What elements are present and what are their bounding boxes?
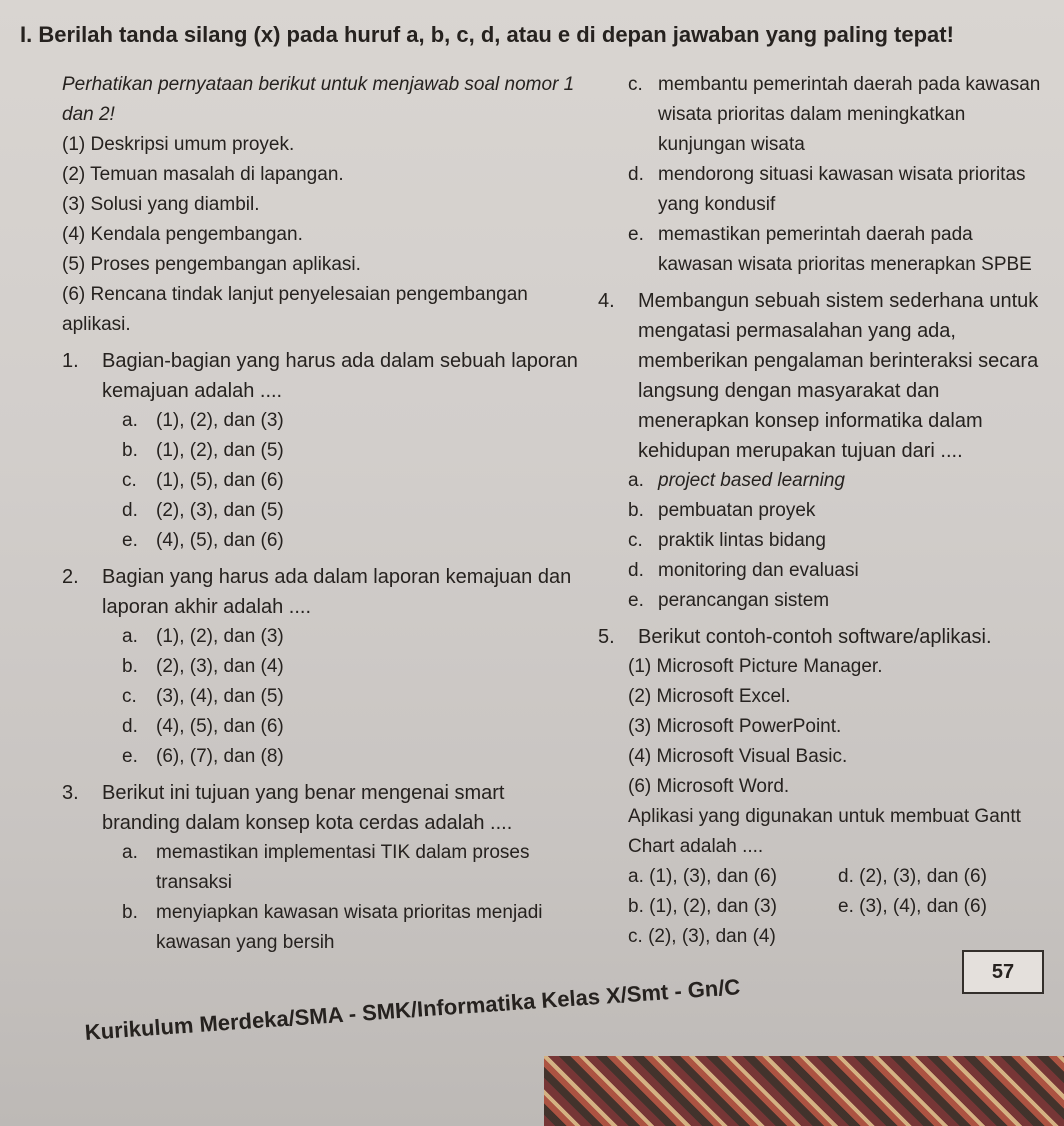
q3-option-a[interactable]: a. memastikan implementasi TIK dalam proses transaksi [122,842,530,893]
q3-option-d[interactable]: d. mendorong situasi kawasan wisata prioritas yang kondusif [628,164,1026,215]
q5-option-c[interactable]: c. (2), (3), dan (4) [628,926,776,947]
question-2-text: Bagian yang harus ada dalam laporan kemajuan dan laporan akhir adalah .... [102,566,572,618]
question-1-text: Bagian-bagian yang harus ada dalam sebuah laporan kemajuan adalah .... [102,350,578,402]
q1-option-a[interactable]: a. (1), (2), dan (3) [122,410,284,431]
section-instruction: I. Berilah tanda silang (x) pada huruf a, b, c, d, atau e di depan jawaban yang paling tepat! [20,22,954,47]
q4-option-b[interactable]: b. pembuatan proyek [628,500,816,521]
question-3 [62,778,582,838]
question-2-number: 2. [62,566,79,588]
q5-options-row-3 [598,922,1048,952]
question-5-number: 5. [598,626,615,648]
question-5-text: Berikut contoh-contoh software/aplikasi. [638,626,992,648]
statement-1: (1) Deskripsi umum proyek. [62,134,295,155]
q5-option-b[interactable]: b. (1), (2), dan (3) [628,896,777,917]
statement-6: (6) Rencana tindak lanjut penyelesaian pengembangan aplikasi. [62,284,528,335]
page-number: 57 [962,950,1044,994]
q2-option-b[interactable]: b. (2), (3), dan (4) [122,656,284,677]
question-1 [62,346,582,406]
q4-option-a[interactable]: a. project based learning [628,470,845,491]
statement-list [62,130,582,340]
q5-option-d[interactable]: d. (2), (3), dan (6) [838,866,987,887]
statement-3: (3) Solusi yang diambil. [62,194,260,215]
q2-option-e[interactable]: e. (6), (7), dan (8) [122,746,284,767]
q1-option-b[interactable]: b. (1), (2), dan (5) [122,440,284,461]
question-2 [62,562,582,622]
question-5 [598,622,1048,652]
q1-option-d[interactable]: d. (2), (3), dan (5) [122,500,284,521]
background-fabric [544,1056,1064,1126]
question-1-number: 1. [62,350,79,372]
q5-item-4: (4) Microsoft Visual Basic. [628,746,848,767]
question-3-text: Berikut ini tujuan yang benar mengenai smart branding dalam konsep kota cerdas adalah .... [102,782,513,834]
question-4-text: Membangun sebuah sistem sederhana untuk mengatasi permasalahan yang ada, memberikan pengalaman berinteraksi secara langsung dengan masyarakat dan menerapkan konsep informatika dalam kehidupan merupakan tujuan dari .... [638,290,1039,462]
q3-option-c[interactable]: c. membantu pemerintah daerah pada kawasan wisata prioritas dalam meningkatkan kunjungan wisata [628,74,1041,155]
q5-option-e[interactable]: e. (3), (4), dan (6) [838,896,987,917]
intro-text: Perhatikan pernyataan berikut untuk menjawab soal nomor 1 dan 2! [62,74,575,125]
statement-5: (5) Proses pengembangan aplikasi. [62,254,361,275]
q5-item-3: (3) Microsoft PowerPoint. [628,716,842,737]
q5-item-6: (6) Microsoft Word. [628,776,790,797]
q5-item-2: (2) Microsoft Excel. [628,686,791,707]
right-column [598,70,1048,952]
q5-options-row-2 [598,892,1048,922]
q1-option-c[interactable]: c. (1), (5), dan (6) [122,470,284,491]
q5-item-1: (1) Microsoft Picture Manager. [628,656,883,677]
statement-4: (4) Kendala pengembangan. [62,224,303,245]
question-4-number: 4. [598,290,615,312]
q1-option-e[interactable]: e. (4), (5), dan (6) [122,530,284,551]
q3-option-b[interactable]: b. menyiapkan kawasan wisata prioritas menjadi kawasan yang bersih [122,902,543,953]
left-column [62,70,582,958]
q4-option-d[interactable]: d. monitoring dan evaluasi [628,560,859,581]
q2-option-a[interactable]: a. (1), (2), dan (3) [122,626,284,647]
q5-options-row-1 [598,862,1048,892]
q4-option-e[interactable]: e. perancangan sistem [628,590,830,611]
q5-prompt: Aplikasi yang digunakan untuk membuat Gantt Chart adalah .... [628,806,1021,857]
q5-option-a[interactable]: a. (1), (3), dan (6) [628,866,777,887]
question-4 [598,286,1048,466]
question-3-number: 3. [62,782,79,804]
statement-2: (2) Temuan masalah di lapangan. [62,164,344,185]
q3-option-e[interactable]: e. memastikan pemerintah daerah pada kawasan wisata prioritas menerapkan SPBE [628,224,1032,275]
q4-option-c[interactable]: c. praktik lintas bidang [628,530,826,551]
q2-option-d[interactable]: d. (4), (5), dan (6) [122,716,284,737]
footer-text: Kurikulum Merdeka/SMA - SMK/Informatika Kelas X/Smt - Gn/C [84,974,742,1045]
q2-option-c[interactable]: c. (3), (4), dan (5) [122,686,284,707]
